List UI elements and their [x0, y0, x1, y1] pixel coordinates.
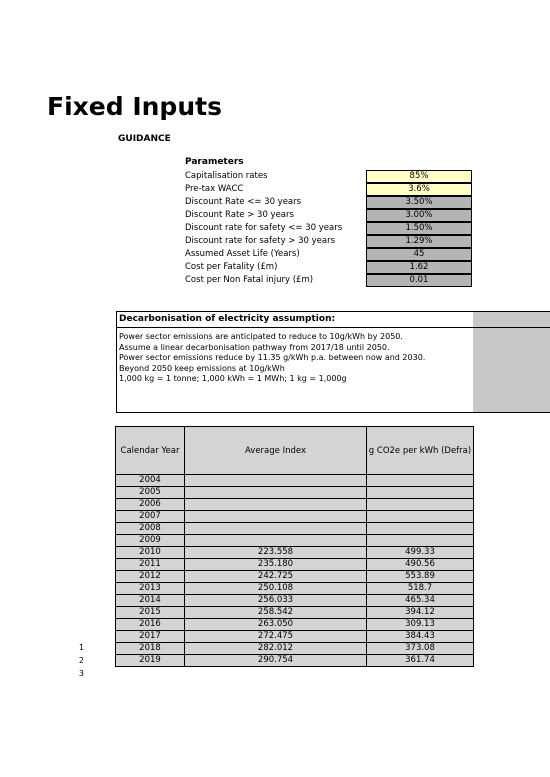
- table-row: [116, 559, 474, 571]
- year-cell: 2007: [116, 511, 185, 523]
- guidance-heading: GUIDANCE: [118, 134, 171, 144]
- year-cell: 2011: [116, 559, 185, 571]
- co2-cell: 553.89: [367, 571, 474, 583]
- year-cell: 2016: [116, 619, 185, 631]
- decarbonisation-heading: Decarbonisation of electricity assumption:: [119, 314, 336, 324]
- co2-cell: [367, 499, 474, 511]
- year-cell: 2014: [116, 595, 185, 607]
- index-cell: [185, 511, 367, 523]
- parameter-label: Cost per Non Fatal injury (£m): [185, 275, 314, 285]
- year-cell: 2009: [116, 535, 185, 547]
- parameter-row: [185, 183, 472, 196]
- decarbonisation-line: 1,000 kg = 1 tonne; 1,000 kWh = 1 MWh; 1 kg = 1,000g: [119, 374, 347, 383]
- parameter-label: Discount rate for safety <= 30 years: [185, 223, 343, 233]
- index-cell: 272.475: [185, 631, 367, 643]
- index-cell: [185, 487, 367, 499]
- co2-cell: [367, 487, 474, 499]
- table-row: [116, 607, 474, 619]
- decarbonisation-box: [116, 311, 550, 413]
- table-row: [116, 523, 474, 535]
- table-row: [116, 595, 474, 607]
- index-cell: 263.050: [185, 619, 367, 631]
- parameter-label: Pre-tax WACC: [185, 184, 244, 194]
- table-header-row: [116, 427, 474, 475]
- table-row: [116, 631, 474, 643]
- table-row: [116, 487, 474, 499]
- parameter-value-cell: 1.29%: [366, 235, 472, 248]
- co2-cell: 490.56: [367, 559, 474, 571]
- parameter-label: Discount Rate <= 30 years: [185, 197, 302, 207]
- parameter-value-cell: 0.01: [366, 274, 472, 287]
- index-cell: 242.725: [185, 571, 367, 583]
- index-cell: 250.108: [185, 583, 367, 595]
- index-cell: 290.754: [185, 655, 367, 667]
- parameter-row: [185, 209, 472, 222]
- co2-cell: 309.13: [367, 619, 474, 631]
- decarbonisation-line: Power sector emissions reduce by 11.35 g/kWh p.a. between now and 2030.: [119, 353, 426, 362]
- table-row: [116, 571, 474, 583]
- table-row: [116, 583, 474, 595]
- parameter-input-cell[interactable]: 3.6%: [366, 183, 472, 196]
- year-cell: 2015: [116, 607, 185, 619]
- index-cell: 258.542: [185, 607, 367, 619]
- index-cell: [185, 523, 367, 535]
- parameter-value-cell: 1.62: [366, 261, 472, 274]
- year-cell: 2017: [116, 631, 185, 643]
- header-co2-per-kwh: g CO2e per kWh (Defra): [367, 427, 474, 475]
- table-row: [116, 475, 474, 487]
- index-cell: [185, 499, 367, 511]
- index-cell: 282.012: [185, 643, 367, 655]
- year-cell: 2004: [116, 475, 185, 487]
- parameter-value-cell: 3.50%: [366, 196, 472, 209]
- decarbonisation-line: Assume a linear decarbonisation pathway from 2017/18 until 2050.: [119, 342, 390, 352]
- parameter-label: Cost per Fatality (£m): [185, 262, 278, 272]
- table-row: [116, 511, 474, 523]
- parameter-label: Discount rate for safety > 30 years: [185, 236, 336, 246]
- parameter-value-cell: 45: [366, 248, 472, 261]
- parameter-value-cell: 1.50%: [366, 222, 472, 235]
- year-cell: 2018: [116, 643, 185, 655]
- parameter-label: Assumed Asset Life (Years): [185, 249, 300, 259]
- co2-cell: 394.12: [367, 607, 474, 619]
- decarbonisation-line: Beyond 2050 keep emissions at 10g/kWh: [119, 363, 285, 373]
- year-cell: 2013: [116, 583, 185, 595]
- co2-cell: 499.33: [367, 547, 474, 559]
- parameter-row: [185, 261, 472, 274]
- table-row: [116, 619, 474, 631]
- co2-cell: 465.34: [367, 595, 474, 607]
- table-row: [116, 655, 474, 667]
- decarbonisation-line: Power sector emissions are anticipated to reduce to 10g/kWh by 2050.: [119, 332, 403, 341]
- year-cell: 2006: [116, 499, 185, 511]
- year-cell: 2010: [116, 547, 185, 559]
- co2-cell: 384.43: [367, 631, 474, 643]
- decarbonisation-divider: [117, 327, 550, 328]
- emissions-table: [115, 426, 474, 667]
- table-row: [116, 643, 474, 655]
- index-cell: [185, 475, 367, 487]
- row-number: 1: [78, 643, 84, 652]
- table-row: [116, 535, 474, 547]
- year-cell: 2019: [116, 655, 185, 667]
- parameter-input-cell[interactable]: 85%: [366, 170, 472, 183]
- header-calendar-year: Calendar Year: [116, 427, 185, 475]
- table-row: [116, 547, 474, 559]
- row-number: 3: [78, 669, 84, 678]
- parameter-row: [185, 274, 472, 287]
- row-number: 2: [78, 656, 84, 665]
- index-cell: 256.033: [185, 595, 367, 607]
- header-average-index: Average Index: [185, 427, 367, 475]
- co2-cell: 361.74: [367, 655, 474, 667]
- index-cell: [185, 535, 367, 547]
- parameter-row: [185, 170, 472, 183]
- co2-cell: [367, 535, 474, 547]
- co2-cell: [367, 523, 474, 535]
- parameter-row: [185, 196, 472, 209]
- parameter-value-cell: 3.00%: [366, 209, 472, 222]
- year-cell: 2005: [116, 487, 185, 499]
- parameter-label: Discount Rate > 30 years: [185, 210, 294, 220]
- table-row: [116, 499, 474, 511]
- co2-cell: [367, 511, 474, 523]
- year-cell: 2008: [116, 523, 185, 535]
- co2-cell: [367, 475, 474, 487]
- parameter-label: Capitalisation rates: [185, 171, 268, 181]
- parameter-row: [185, 248, 472, 261]
- index-cell: 223.558: [185, 547, 367, 559]
- index-cell: 235.180: [185, 559, 367, 571]
- parameter-row: [185, 235, 472, 248]
- co2-cell: 518.7: [367, 583, 474, 595]
- page-title: Fixed Inputs: [47, 92, 222, 121]
- co2-cell: 373.08: [367, 643, 474, 655]
- parameter-row: [185, 222, 472, 235]
- parameters-heading: Parameters: [185, 157, 244, 167]
- year-cell: 2012: [116, 571, 185, 583]
